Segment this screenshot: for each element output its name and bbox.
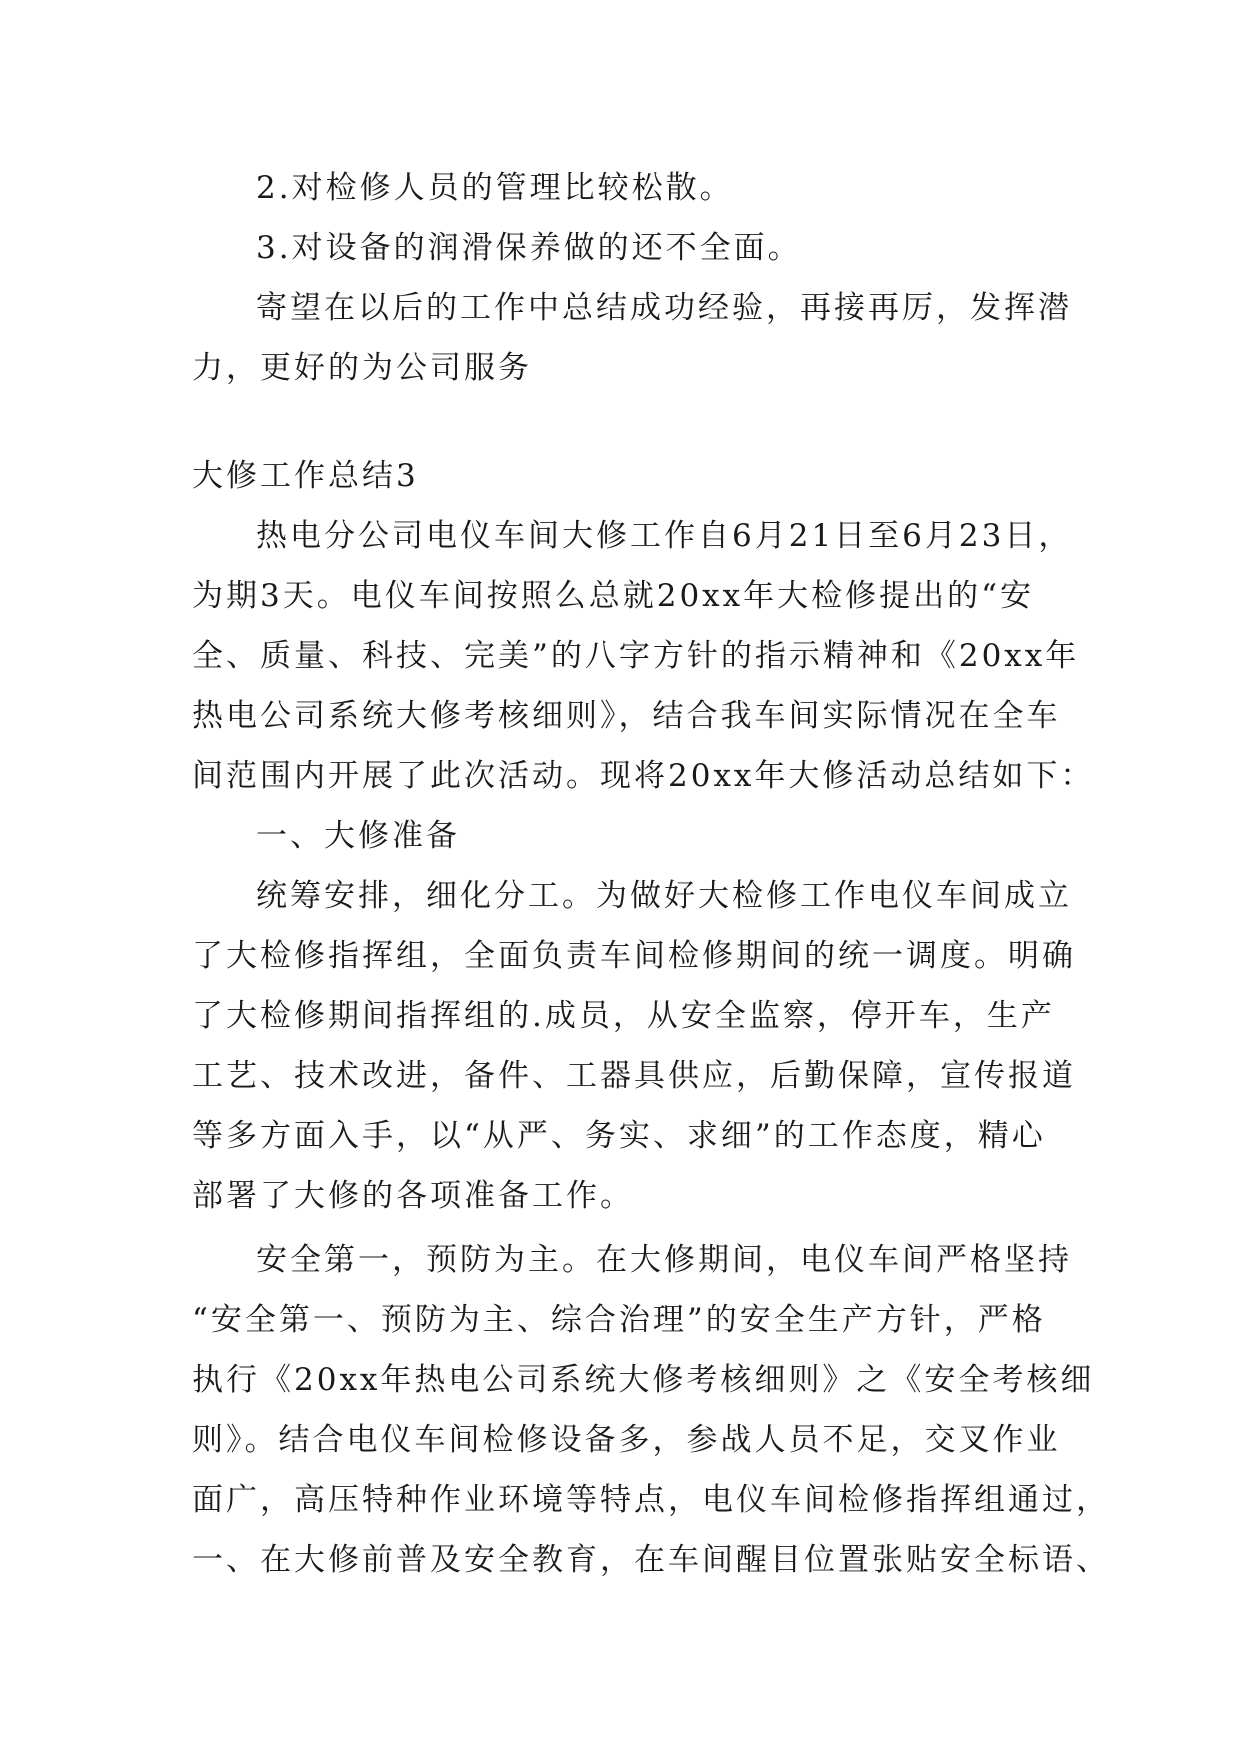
text-line: 间范围内开展了此次活动。现将20xx年大修活动总结如下：: [192, 758, 1095, 794]
text-line: 一、在大修前普及安全教育，在车间醒目位置张贴安全标语、: [192, 1542, 1110, 1578]
text-line: 则》。结合电仪车间检修设备多，参战人员不足，交叉作业: [192, 1422, 1061, 1458]
text-line: 为期3天。电仪车间按照么总就20xx年大检修提出的“安: [192, 578, 1034, 614]
text-line: 等多方面入手，以“从严、务实、求细”的工作态度，精心: [192, 1118, 1046, 1154]
text-line: 面广，高压特种作业环境等特点，电仪车间检修指挥组通过，: [192, 1482, 1110, 1518]
text-line: 了大检修期间指挥组的.成员，从安全监察，停开车，生产: [192, 998, 1055, 1034]
text-line: 全、质量、科技、完美”的八字方针的指示精神和《20xx年: [192, 638, 1080, 674]
text-line: 安全第一，预防为主。在大修期间，电仪车间严格坚持: [256, 1242, 1072, 1278]
text-line: 统筹安排，细化分工。为做好大检修工作电仪车间成立: [256, 878, 1072, 914]
text-line: 热电分公司电仪车间大修工作自6月21日至6月23日，: [256, 518, 1073, 554]
text-line: 工艺、技术改进，备件、工器具供应，后勤保障，宣传报道: [192, 1058, 1076, 1094]
subsection-heading: 一、大修准备: [256, 818, 460, 854]
text-line: 热电公司系统大修考核细则》，结合我车间实际情况在全车: [192, 698, 1061, 734]
section-heading: 大修工作总结3: [192, 458, 419, 494]
text-line: 执行《20xx年热电公司系统大修考核细则》之《安全考核细: [192, 1362, 1095, 1398]
text-line: 3.对设备的润滑保养做的还不全面。: [256, 230, 802, 266]
text-line: 了大检修指挥组，全面负责车间检修期间的统一调度。明确: [192, 938, 1076, 974]
text-line: 寄望在以后的工作中总结成功经验，再接再厉，发挥潜: [256, 290, 1072, 326]
text-line: 部署了大修的各项准备工作。: [192, 1178, 634, 1214]
text-line: 2.对检修人员的管理比较松散。: [256, 170, 734, 206]
text-line: “安全第一、预防为主、综合治理”的安全生产方针，严格: [192, 1302, 1046, 1338]
text-line: 力，更好的为公司服务: [192, 350, 532, 386]
